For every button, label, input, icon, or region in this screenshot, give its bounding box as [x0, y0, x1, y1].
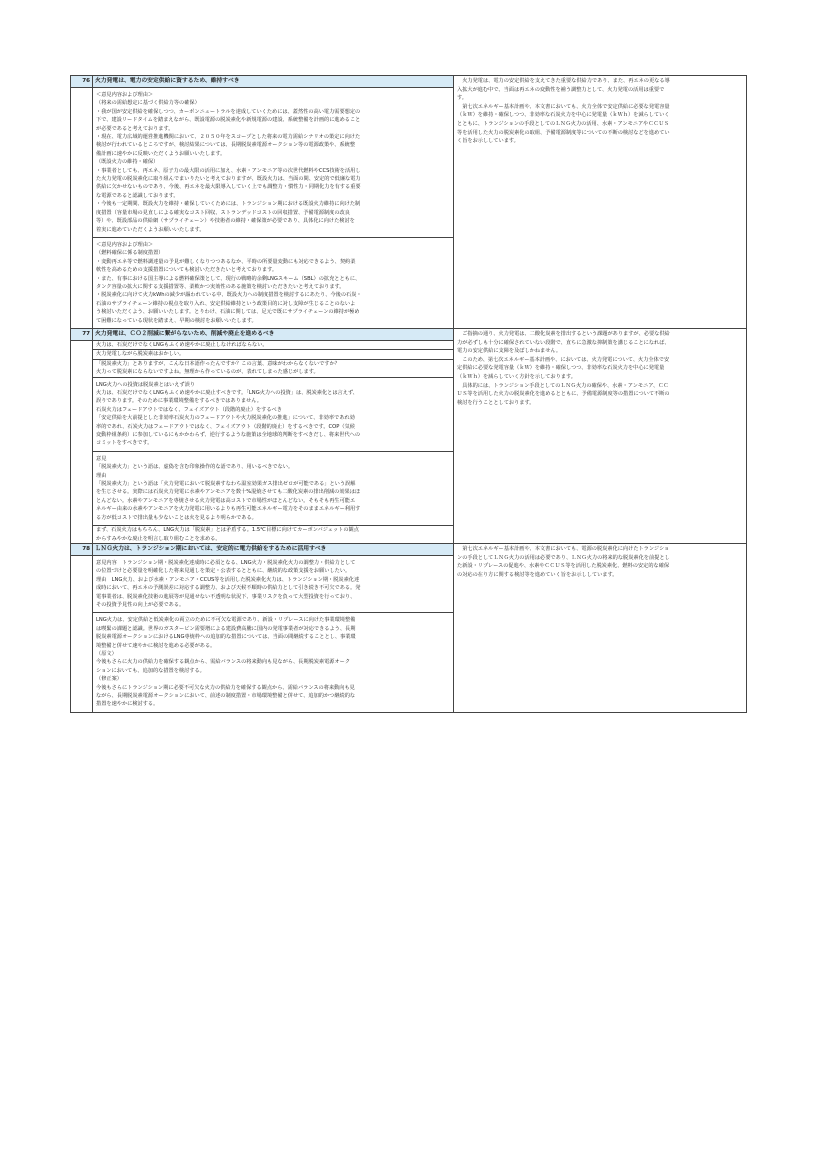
topic-number: 77 [71, 328, 93, 340]
public-opinion [93, 350, 454, 359]
opinion-line: ＜意見内容および理由＞ [96, 241, 154, 248]
opinion-line: が必要であると考えております。 [96, 125, 174, 132]
opinion-line: ・脱炭素化に向けて火力kWhの減少が謳われている中、既設火力への制度措置を検討するにあたり、今後の石炭・ [96, 292, 362, 299]
topic-title: 火力発電は、電力の安定供給に資するため、維持すべき [93, 76, 454, 88]
opinion-line: からすみやかな廃止を明言し取り組むことを求める。 [96, 535, 221, 542]
public-opinion [93, 237, 454, 328]
opinion-line: ・変動再エネ等で燃料調達量の予見が難しくなりつつあるなか、平時の所要量変動にも対応できるよう、契約柔 [96, 258, 356, 265]
opinion-line: 火力は、石炭だけでなくLNGもふくめ速やかに廃止しなければならない。 [96, 341, 268, 348]
opinion-line: ＜意見内容および理由＞ [96, 92, 154, 98]
opinion-line: 「安定供給を大前提とした非効率石炭火力のフェードアウトや火力脱炭素化の推進」について、非効率であれ効 [96, 415, 355, 422]
opinion-line: 今後もさらに火力の供給力を確保する観点から、需給バランスの将来動向も見ながら、長期脱炭素電源オーク [96, 659, 351, 666]
opinion-line: 成時において、再エネの予測誤差に対応する調整力、および天候不順時の供給力として引き続き不可欠である。発 [96, 585, 361, 592]
opinion-line: コミットをすべきです。 [96, 440, 153, 447]
opinion-line: う検討いただくよう、お願いいたします。とりわけ、石油に関しては、足元で既にサプライチェーンの維持が極め [96, 309, 360, 316]
opinion-line: ・今後も一定期間、既設火力を維持・確保していくためには、トランジション期における既設火力維持に向けた制 [96, 201, 361, 208]
topic-row [71, 76, 747, 88]
government-response: ご指摘の通り、火力発電は、二酸化炭素を排出するという課題がありますが、必要な供給 力が必ずしも十分に確保されていない段階で、直ちに急激な抑制策を講じることになれば、 電力の安定供給に支障を及ぼしかねません。 このため、第七次エネルギー基本計画や、においては、火力発電について、火力全体で安 定供給に必要な発電容量（ｋＷ）を維持・確保しつつ、非効率な石炭火力を中心に発電量 （ｋＷｈ）を減らしていく方針を示しております。 具体的には、トランジション手段としてのＬＮＧ火力の確保や、水素・アンモニア、ＣＣ ＵＳ等を活用した火力の脱炭素化を進めるとともに、予備電源制度等の措置について不断の 検討を行うこととしております。 [454, 328, 747, 543]
opinion-line: タンク容量の拡大に関する支援措置等、柔軟かつ実効性のある施策を検討いただきたいと考えております。 [96, 283, 345, 290]
opinion-line: 変動枠組条約）に参加しているにもかかわらず、逆行するような施策は全地球的判断をすべきだし、将来世代への [96, 432, 361, 439]
opinion-line: 誤りであります。そのために事業環境整備をするべきではありません。 [96, 398, 262, 405]
opinion-line: 率的であれ、石炭火力はフェードアウトではなく、フェイズアウト（段階的廃止）をするべきです。COP（気候 [96, 423, 355, 430]
opinion-line: その投資予見性の向上が必要である。 [96, 601, 185, 608]
opinion-line: 境整備と併せて速やかに検討を進める必要がある。 [96, 642, 216, 649]
number-column-blank [71, 555, 93, 712]
opinion-line: 石炭火力はフェードアウトではなく、フェイズアウト（段階的廃止）をするべき [96, 406, 282, 413]
public-opinion [93, 555, 454, 612]
opinion-line: とんどない。水素やアンモニアを専焼させる火力発電は高コストで市場性がほとんどない。そもそも再生可能エ [96, 497, 356, 504]
opinion-line: 下で、建設リードタイムを踏まえながら、既設電源の脱炭素化や新規電源の建設、系統整備を計画的に進めること [96, 117, 361, 124]
opinion-line: 「脱炭素火力」とありますが、こんな日本語作ったんですか？この言葉、意味がわからなくないですか？ [96, 360, 340, 367]
public-opinion [93, 451, 454, 525]
opinion-line: 理由 [96, 472, 107, 479]
opinion-line: ・現在、電力広域的運営推進機関において、２０５０年をスコープとした将来の電力需給シナリオの策定に向けた [96, 134, 361, 141]
topic-title: ＬＮＧ火力は、トランジション期においては、安定的に電力供給をするために活用すべき [93, 543, 454, 555]
opinion-line: 検討が行われているところですが、検討結果については、長期脱炭素電源オークション等の電源政策や、系統整 [96, 142, 356, 149]
topic-number: 78 [71, 543, 93, 555]
opinion-line: 意見内容 トランジション期・脱炭素化達成時に必須となる、LNG火力・脱炭素化火力の調整力・供給力として [96, 559, 356, 566]
opinion-line: 火力発電しながら脱炭素はおかしい。 [96, 351, 185, 358]
opinion-line: （既設火力の維持・確保） [96, 159, 159, 166]
public-opinion [93, 377, 454, 451]
topic-row [71, 543, 747, 555]
public-opinion [93, 88, 454, 238]
opinion-response-table [70, 75, 747, 713]
opinion-line: LNG火力への投資は脱炭素とはいえず誤り [96, 381, 195, 388]
opinion-line: ションにおいても、追加的な措置を検討する。 [96, 667, 205, 674]
number-column-blank [71, 340, 93, 543]
public-opinion [93, 613, 454, 712]
opinion-line: ・事業者としても、再エネ、原子力の最大限の活用に加え、水素・アンモニア等の次世代燃料やCCS技術を活用し [96, 167, 361, 174]
opinion-line: （原文） [96, 650, 117, 657]
opinion-line: 石油のサプライチェーン維持の視点を取り入れ、安定供給維持という政策目的に対し支障が生じることのないよ [96, 300, 356, 307]
number-column-blank [71, 88, 93, 329]
opinion-line: （修正案） [96, 676, 122, 683]
opinion-line: 今後もさらにトランジション期に必要不可欠な火力の供給力を確保する観点から、需給バランスの将来動向も見 [96, 684, 355, 691]
opinion-line: 「脱炭素火力」という語は「火力発電において脱炭素すなわち温室効果ガス排出ゼロが可能である」という誤解 [96, 481, 356, 488]
opinion-line: 措置を速やかに検討する。 [96, 701, 159, 708]
opinion-line: 脱炭素電源オークションにおけるLNG専焼枠への追加的な措置については、当面の間継続することとし、事業環 [96, 634, 356, 641]
topic-title: 火力発電は、ＣＯ２削減に繋がらないため、削減や廃止を進めるべき [93, 328, 454, 340]
opinion-line: 「脱炭素火力」という語は、虚偽を含む印象操作的な語であり、用いるべきでない。 [96, 464, 294, 471]
public-opinion [93, 359, 454, 377]
opinion-line: て困難になっている現状を踏まえ、早期の検討をお願いいたします。 [96, 317, 257, 324]
opinion-line: 火力は、石炭だけでなくLNGもふくめ速やかに廃止すべきです。「LNG火力への投資」は、脱炭素化とは言えず、 [96, 390, 358, 396]
opinion-line: な電源であると認識しております。 [96, 192, 179, 199]
opinion-line: LNG火力は、安定供給と低炭素化の両立のために不可欠な電源であり、新設・リプレースに向けた事業環境整備 [96, 617, 356, 624]
opinion-line: 着実に進めていただくようお願いいたします。 [96, 226, 205, 233]
opinion-line: 電事業者は、脱炭素化技術の進展等が見通せない不透明な状況下、事業リスクを負って大型投資を行っており、 [96, 593, 356, 600]
opinion-line: 備計画に速やかに反映いただくようお願いいたします。 [96, 150, 226, 157]
opinion-line: ながら、長期脱炭素電源オークションにおいて、前述の制度措置・市場環境整備と併せて、追加的かつ継続的な [96, 693, 356, 699]
opinion-line: 軟性を高めるための支援措置についても検討いただきたいと考えております。 [96, 267, 278, 274]
opinion-line: る方が低コストで排出量も少ないことは火を見るより明らかである。 [96, 514, 257, 521]
opinion-line: まず、石炭火力はもちろん、LNG火力は「脱炭素」とは矛盾する。1.5℃目標に向けてカーボンバジェットの観点 [96, 527, 359, 534]
opinion-line: （将来の需給想定に基づく供給力等の確保） [96, 100, 200, 107]
opinion-line: の位置づけと必要量を明確化した将来見通しを策定・公表するとともに、継続的な政策支援をお願いしたい。 [96, 568, 351, 575]
government-response: 第七次エネルギー基本計画や、本文書においても、電源の脱炭素化に向けたトランジショ ンの手段としてＬＮＧ火力の活用は必要であり、ＬＮＧ火力の将来的な脱炭素化を前提とし た新設・リプレースの促進や、水素やＣＣＵＳ等を活用した脱炭素化、燃料の安定的な確保 の対応の在り方に関する検討等を進めていく旨をお示ししています。 [454, 543, 747, 712]
opinion-line: を生じさせる。実際には石炭火力発電に水素やアンモニアを数十%混焼させても二酸化炭素の排出削減の効果はほ [96, 489, 361, 496]
government-response: 火力発電は、電力の安定供給を支えてきた重要な供給力であり、また、再エネの更なる導 入拡大が進む中で、当面は再エネの変動性を補う調整力として、火力発電の活用は重要で す。 第七次エネルギー基本計画や、本文書においても、火力全体で安定供給に必要な発電容量 （ｋＷ）を維持・確保しつつ、非効率な石炭火力を中心に発電量（ｋＷｈ）を減らしていく とともに、トランジションの手段としてのＬＮＧ火力の活用、水素・アンモニアやＣＣＵＳ 等を活用した火力の脱炭素化の取組、予備電源制度等についての不断の検討などを進めてい く旨をお示ししています。 [454, 76, 747, 329]
opinion-line: 意見 [96, 455, 107, 462]
opinion-line: ・我が国が安定供給を確保しつつ、カーボンニュートラルを達成していくためには、蓋然性の高い電力需要想定の [96, 108, 361, 115]
public-opinion [93, 340, 454, 349]
opinion-line: 理由 LNG火力、および水素・アンモニア・CCUS等を活用した脱炭素化火力は、トランジション期・脱炭素化達 [96, 576, 360, 583]
opinion-line: （燃料確保に係る制度措置） [96, 250, 164, 257]
public-opinion [93, 526, 454, 544]
opinion-line: 等）や、既設部品の供給網（サプライチェーン）や技術者の維持・確保策が必要であり、具体化に向けた検討を [96, 218, 355, 225]
opinion-line: た火力発電の脱炭素化に取り組んでまいりたいと考えておりますが、既設火力は、当面の間、安定的で低廉な電力 [96, 176, 361, 183]
opinion-line: ・また、有事における国主導による燃料確保策として、現行の戦略的余剰LNGスキーム（SBL）の拡充とともに、 [96, 275, 361, 282]
opinion-line: ネルギー由来の水素やアンモニアを火力発電に用いるよりも再生可能エネルギー電力をそのままエネルギー利用す [96, 506, 361, 513]
opinion-line: 供給に欠かせないものであり、今後、再エネを最大限導入していく上でも調整力・慣性力・同期化力を有する重要 [96, 184, 361, 191]
opinion-line: 火力って脱炭素にならないですよね。無理から作っているのが、表れてしまった感じがします。 [96, 369, 319, 376]
opinion-line: は喫緊の課題と認識。世界のガスタービン需要増による建設費高騰に国内の発電事業者が対応できるよう、長期 [96, 625, 356, 632]
topic-row [71, 328, 747, 340]
topic-number: 76 [71, 76, 93, 88]
opinion-line: 度措置（容量市場の見直しによる確実なコスト回収、ストランデッドコストの回収措置、予備電源制度の改良 [96, 209, 350, 216]
